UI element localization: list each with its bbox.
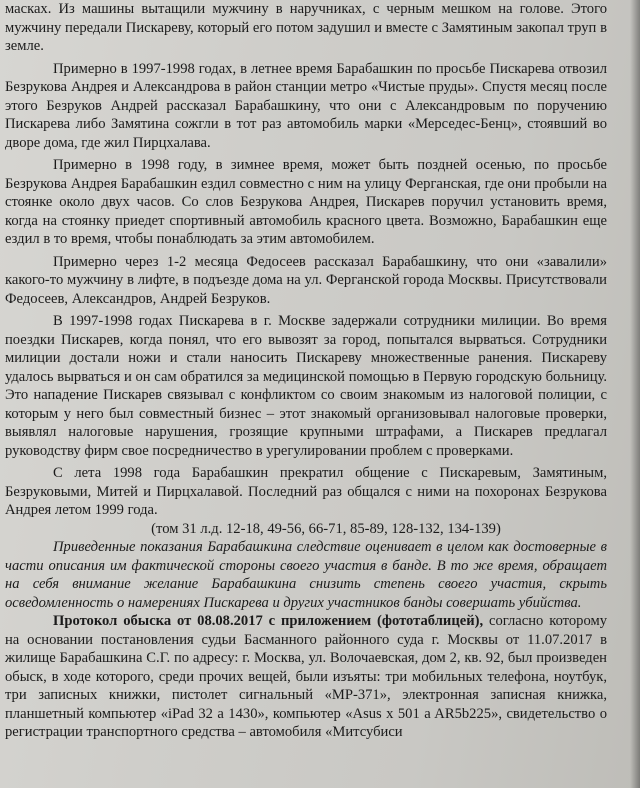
document-body [5, 0, 607, 742]
paragraph-1: масках. Из машины вытащили мужчину в наручниках, с черным мешком на голове. Этого мужчину передали Пискареву, который его потом задушил и вместе с Замятиным закопал труп в земле. [5, 1, 607, 54]
paragraph-5: В 1997-1998 годах Пискарева в г. Москве задержали сотрудники милиции. Во время поездки Пискарев, когда понял, что его вывозят за город, попытался вырваться. Сотрудники милиции достали ножи и стали наносить Пискареву множественные ранения. Пискареву удалось вырваться и он сам обратился за медицинской помощью в Первую городскую больницу. Это нападение Пискарев связывал с конфликтом со своим знакомым из налоговой полиции, с которым у него был совместный бизнес – этот знакомый организовывал налоговые проверки, выявлял налоговые нарушения, грозящие крупными штрафами, а Пискарев предлагал руководству фирм свое посредничество в урегулировании проблем с проверками. [5, 313, 607, 459]
paragraph-search-protocol [5, 612, 607, 742]
page-edge-shadow [630, 0, 640, 788]
paragraph-3: Примерно в 1998 году, в зимнее время, может быть поздней осенью, по просьбе Безрукова Андрея Барабашкин ездил совместно с ним на улицу Ферганская, где они пробыли на стоянке около двух часов. Со слов Безрукова Андрея, Пискарев поручил установить время, когда на стоянку приедет спортивный автомобиль красного цвета. Возможно, Барабашкин еще ездил в то время, чтобы понаблюдать за этим автомобилем. [5, 157, 607, 247]
paragraph-assessment: Приведенные показания Барабашкина следствие оценивает в целом как достоверные в части описания им фактической стороны своего участия в банде. В то же время, обращает на себя внимание желание Барабашкина снизить степень своего участия, скрыть осведомленность о намерениях Пискарева и других участников банды совершать убийства. [5, 539, 607, 611]
paragraph-2: Примерно в 1997-1998 годах, в летнее время Барабашкин по просьбе Пискарева отвозил Безрукова Андрея и Александрова в район станции метро «Чистые пруды». Спустя месяц после этого Безруков Андрей рассказал Барабашкину, что они с Александровым по поручению Пискарева либо Замятина сожгли в тот раз автомобиль марки «Мерседес-Бенц», стоявший во дворе дома, где жил Пирцхалава. [5, 60, 607, 151]
search-protocol-title: Протокол обыска от 08.08.2017 с приложением (фототаблицей), [53, 613, 484, 629]
paragraph-6: С лета 1998 года Барабашкин прекратил общение с Пискаревым, Замятиным, Безруковыми, Митей и Пирцхалавой. Последний раз общался с ними на похоронах Безрукова Андрея летом 1999 года. [5, 465, 607, 518]
search-protocol-text: согласно которому на основании постановления судьи Басманного районного суда г. Москвы от 11.07.2017 в жилище Барабашкина С.Г. по адресу: г. Москва, ул. Волочаевская, дом 2, кв. 92, был произведен обыск, в ходе которого, среди прочих вещей, были изъяты: три мобильных телефона, ноутбук, три записных книжки, пистолет сигнальный «МР-371», электронная записная книжка, планшетный компьютер «iPad 32 a 1430», компьютер «Asus x 501 a AR5b225», свидетельство о регистрации транспортного средства – автомобиля «Митсубиси [5, 613, 607, 740]
paragraph-4: Примерно через 1-2 месяца Федосеев рассказал Барабашкину, что они «завалили» какого-то мужчину в лифте, в подъезде дома на ул. Ферганской города Москвы. Присутствовали Федосеев, Александров, Андрей Безруков. [5, 253, 607, 307]
volume-reference: (том 31 л.д. 12-18, 49-56, 66-71, 85-89, 128-132, 134-139) [151, 520, 501, 537]
